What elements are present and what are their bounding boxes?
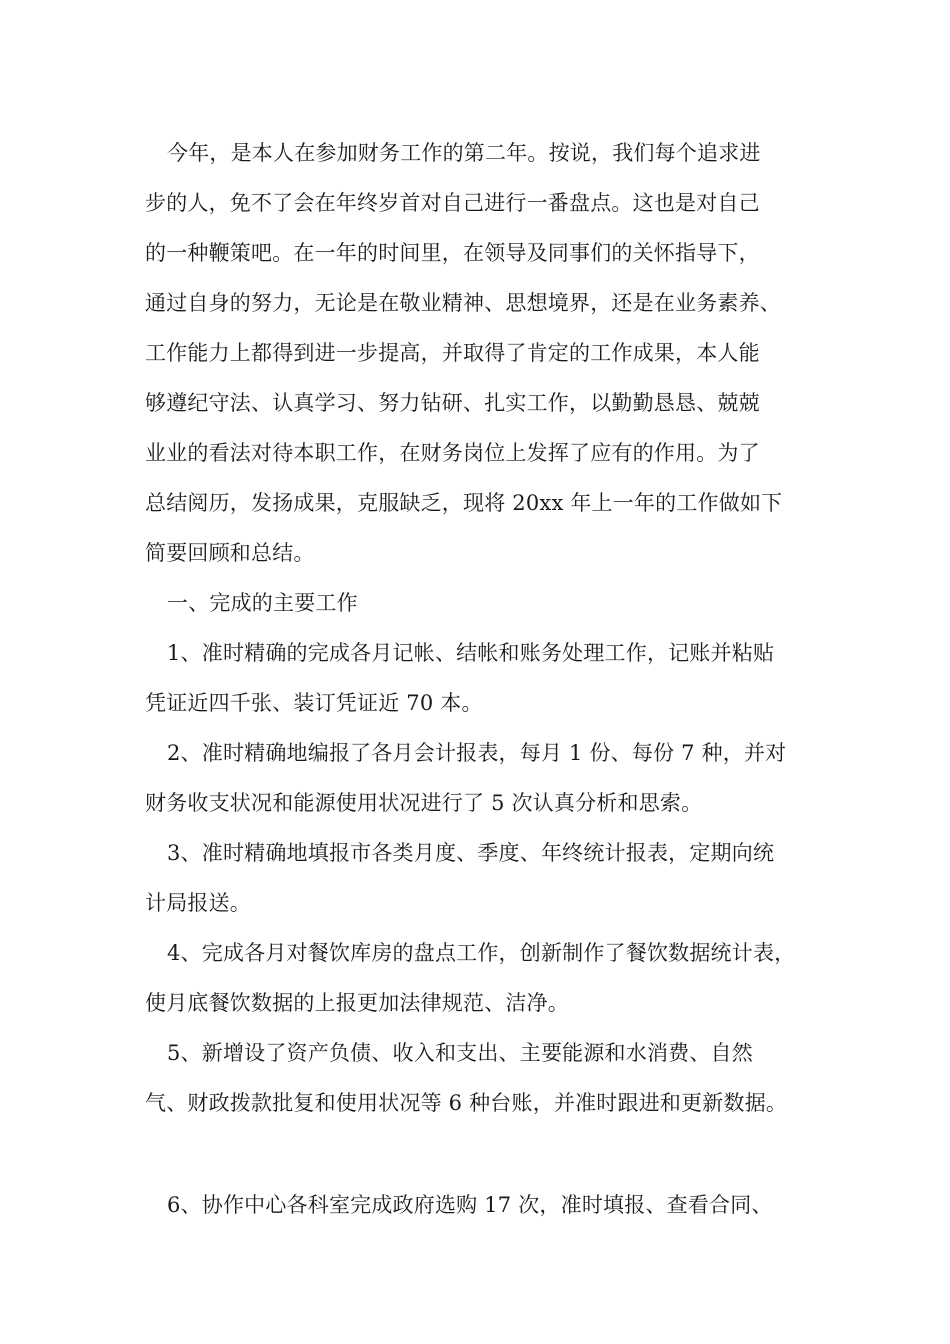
text-line: 财务收支状况和能源使用状况进行了 5 次认真分析和思索。 — [145, 791, 703, 815]
section-heading — [145, 578, 825, 628]
list-item-6 — [145, 1180, 825, 1230]
text-line: 够遵纪守法、认真学习、努力钻研、扎实工作，以勤勤恳恳、兢兢 — [145, 391, 760, 415]
intro-paragraph — [145, 128, 825, 578]
text-line: 6、协作中心各科室完成政府选购 17 次，准时填报、查看合同、 — [167, 1193, 773, 1217]
text-line: 的一种鞭策吧。在一年的时间里，在领导及同事们的关怀指导下， — [145, 241, 760, 265]
text-line: 5、新增设了资产负债、收入和支出、主要能源和水消费、自然 — [167, 1041, 753, 1065]
text-line: 气、财政拨款批复和使用状况等 6 种台账，并准时跟进和更新数据。 — [145, 1091, 788, 1115]
text-line: 通过自身的努力，无论是在敬业精神、思想境界，还是在业务素养、 — [145, 291, 781, 315]
text-line: 今年，是本人在参加财务工作的第二年。按说，我们每个追求进 — [167, 141, 761, 165]
text-line: 业业的看法对待本职工作，在财务岗位上发挥了应有的作用。为了 — [145, 441, 760, 465]
paragraph-gap — [145, 1128, 825, 1180]
text-line: 步的人，免不了会在年终岁首对自己进行一番盘点。这也是对自己 — [145, 191, 760, 215]
list-item-5 — [145, 1028, 825, 1128]
document-body — [145, 128, 825, 1230]
text-line: 工作能力上都得到进一步提高，并取得了肯定的工作成果，本人能 — [145, 341, 760, 365]
text-line: 1、准时精确的完成各月记帐、结帐和账务处理工作，记账并粘贴 — [167, 641, 775, 665]
list-item-1 — [145, 628, 825, 728]
text-line: 凭证近四千张、装订凭证近 70 本。 — [145, 691, 483, 715]
text-line: 2、准时精确地编报了各月会计报表，每月 1 份、每份 7 种，并对 — [167, 741, 787, 765]
text-line: 计局报送。 — [145, 891, 251, 915]
text-line: 使月底餐饮数据的上报更加法律规范、洁净。 — [145, 991, 569, 1015]
section-heading-text: 一、完成的主要工作 — [167, 591, 358, 615]
text-line: 总结阅历，发扬成果，克服缺乏，现将 20xx 年上一年的工作做如下 — [145, 491, 783, 515]
text-line: 简要回顾和总结。 — [145, 541, 315, 565]
list-item-4 — [145, 928, 825, 1028]
list-item-3 — [145, 828, 825, 928]
text-line: 3、准时精确地填报市各类月度、季度、年终统计报表，定期向统 — [167, 841, 775, 865]
text-line: 4、完成各月对餐饮库房的盘点工作，创新制作了餐饮数据统计表， — [167, 941, 796, 965]
list-item-2 — [145, 728, 825, 828]
